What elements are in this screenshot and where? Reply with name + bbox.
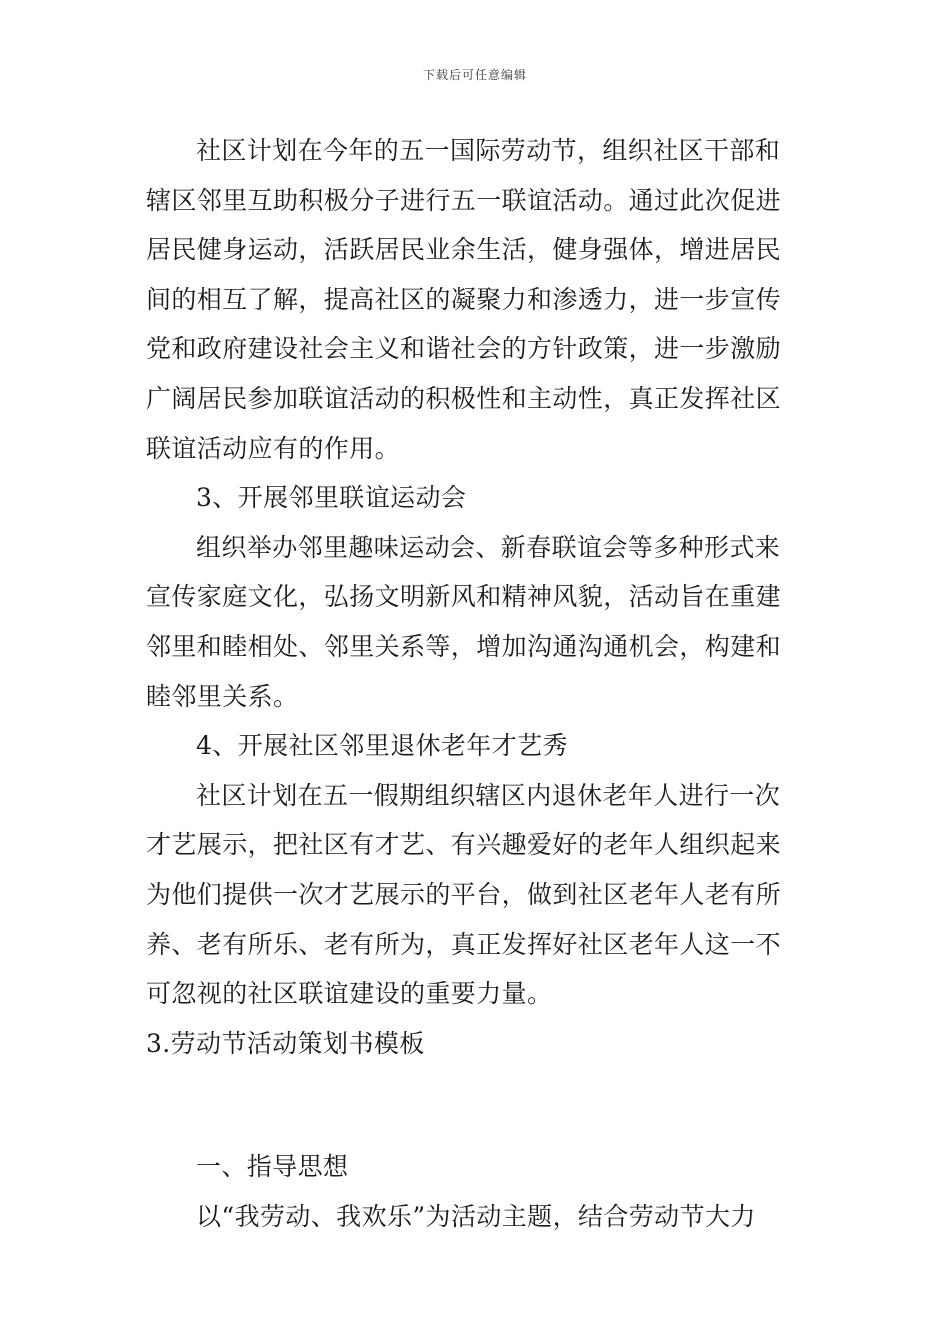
document-body bbox=[146, 126, 808, 1241]
paragraph-line: 可忽视的社区联谊建设的重要力量。 bbox=[146, 979, 553, 1009]
paragraph-line: 社区计划在五一假期组织辖区内退休老年人进行一次 bbox=[196, 780, 781, 810]
paragraph-line: 睦邻里关系。 bbox=[146, 681, 299, 711]
page-header: 下载后可任意编辑 bbox=[422, 68, 527, 82]
paragraph-line: 社区计划在今年的五一国际劳动节，组织社区干部和 bbox=[196, 136, 781, 165]
paragraph-line: 辖区邻里互助积极分子进行五一联谊活动。通过此次促进 bbox=[146, 185, 782, 215]
section-heading: 4、开展社区邻里退休老年才艺秀 bbox=[196, 731, 568, 761]
paragraph-line: 为他们提供一次才艺展示的平台，做到社区老年人老有所 bbox=[146, 879, 782, 909]
paragraph-line: 联谊活动应有的作用。 bbox=[146, 433, 401, 463]
section-heading: 3、开展邻里联谊运动会 bbox=[196, 483, 467, 513]
section-heading: 一、指导思想 bbox=[196, 1152, 349, 1182]
paragraph-line: 广阔居民参加联谊活动的积极性和主动性，真正发挥社区 bbox=[146, 383, 782, 413]
paragraph-line: 才艺展示，把社区有才艺、有兴趣爱好的老年人组织起来 bbox=[146, 830, 782, 860]
paragraph-line: 间的相互了解，提高社区的凝聚力和渗透力，进一步宣传 bbox=[146, 284, 782, 314]
paragraph-line: 宣传家庭文化，弘扬文明新风和精神风貌，活动旨在重建 bbox=[146, 582, 782, 612]
blank-space bbox=[146, 1068, 808, 1142]
paragraph-line: 居民健身运动，活跃居民业余生活，健身强体，增进居民 bbox=[146, 235, 782, 265]
paragraph-line: 党和政府建设社会主义和谐社会的方针政策，进一步激励 bbox=[146, 334, 782, 364]
paragraph-line: 邻里和睦相处、邻里关系等，增加沟通沟通机会，构建和 bbox=[146, 631, 782, 661]
paragraph-line: 以“我劳动、我欢乐”为活动主题，结合劳动节大力 bbox=[196, 1201, 756, 1231]
paragraph-line: 养、老有所乐、老有所为，真正发挥好社区老年人这一不 bbox=[146, 929, 782, 959]
document-title: 3.劳动节活动策划书模板 bbox=[146, 1028, 425, 1058]
paragraph-line: 组织举办邻里趣味运动会、新春联谊会等多种形式来 bbox=[196, 532, 781, 562]
